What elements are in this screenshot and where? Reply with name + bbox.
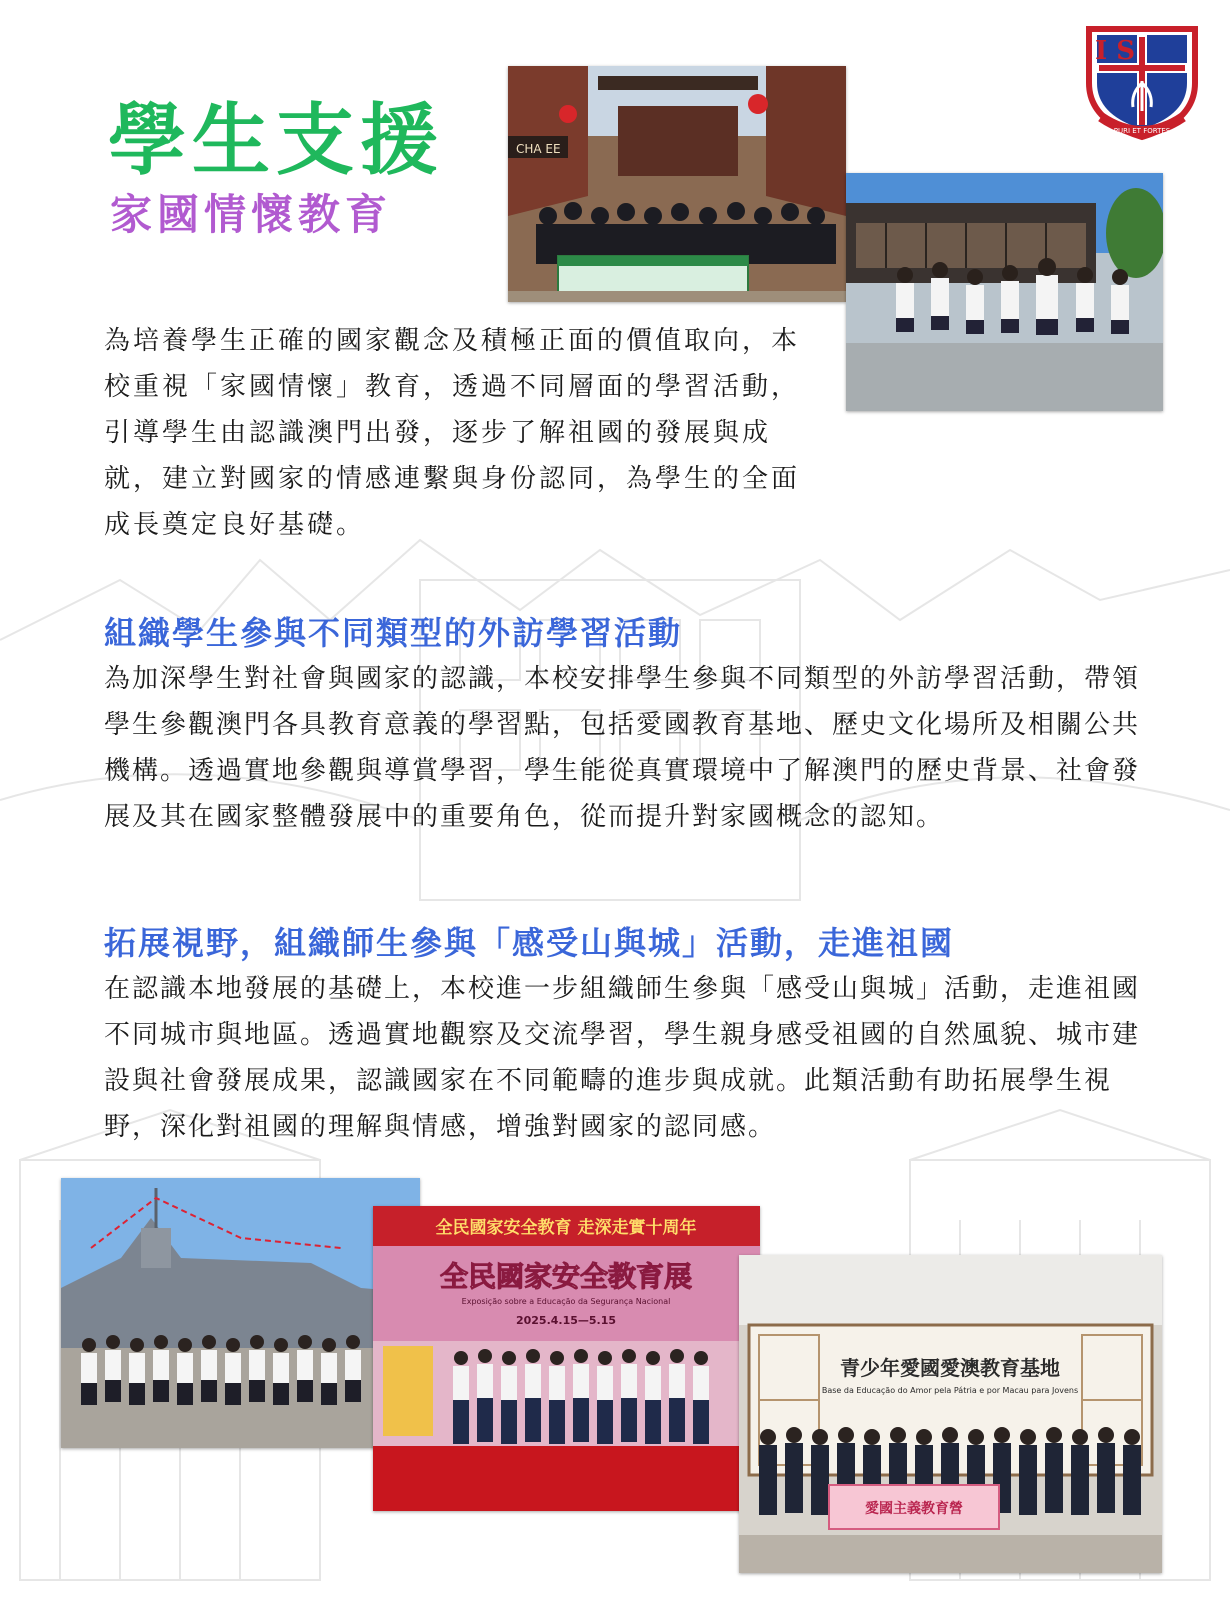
section-heading-mountain-city: 拓展視野，組織師生參與「感受山與城」活動，走進祖國 (104, 924, 955, 962)
school-crest-logo (1081, 23, 1203, 141)
section-body-mountain-city: 在認識本地發展的基礎上，本校進一步組織師生參與「感受山與城」活動，走進祖國不同城市與地區。透過實地觀察及交流學習，學生親身感受祖國的自然風貌、城市建設與社會發展成果，認識國家在不同範疇的進步與成就。此類活動有助拓展學生視野，深化對祖國的理解與情感，增強對國家的認同感。 (104, 974, 1141, 1142)
photo-security-exhibition (373, 1206, 760, 1511)
crest-letter-i: I S (1095, 36, 1135, 66)
base-title: 青少年愛國愛澳教育基地 (840, 1356, 1060, 1380)
crest-motto: PURI ET FORTES (1113, 127, 1171, 135)
shop-sign-text: CHA EE (516, 142, 561, 156)
exhibition-top-banner: 全民國家安全教育 走深走實十周年 (435, 1218, 697, 1238)
camp-banner-text: 愛國主義教育營 (865, 1501, 963, 1517)
exhibition-main-title: 全民國家安全教育展 (439, 1260, 693, 1293)
photo-street-group (508, 66, 846, 302)
photo-naval-ship-visit (61, 1178, 420, 1448)
photo-jumping-students (846, 173, 1163, 411)
page-subtitle: 家國情懷教育 (110, 190, 393, 239)
exhibition-portuguese: Exposição sobre a Educação da Segurança Nacional (461, 1297, 671, 1306)
page-title: 學生支援 (108, 96, 445, 186)
photo-patriotic-education-base (739, 1255, 1162, 1573)
base-portuguese: Base da Educação do Amor pela Pátria e por Macau para Jovens (821, 1386, 1079, 1395)
intro-paragraph: 為培養學生正確的國家觀念及積極正面的價值取向，本校重視「家國情懷」教育，透過不同層面的學習活動，引導學生由認識澳門出發，逐步了解祖國的發展與成就，建立對國家的情感連繫與身份認同，為學生的全面成長奠定良好基礎。 (104, 326, 801, 540)
section-body-outreach: 為加深學生對社會與國家的認識，本校安排學生參與不同類型的外訪學習活動，帶領學生參觀澳門各具教育意義的學習點，包括愛國教育基地、歷史文化場所及相關公共機構。透過實地參觀與導賞學習，學生能從真實環境中了解澳門的歷史背景、社會發展及其在國家整體發展中的重要角色，從而提升對家國概念的認知。 (104, 664, 1141, 832)
section-heading-outreach: 組織學生參與不同類型的外訪學習活動 (104, 614, 683, 652)
exhibition-dates: 2025.4.15—5.15 (515, 1314, 617, 1327)
